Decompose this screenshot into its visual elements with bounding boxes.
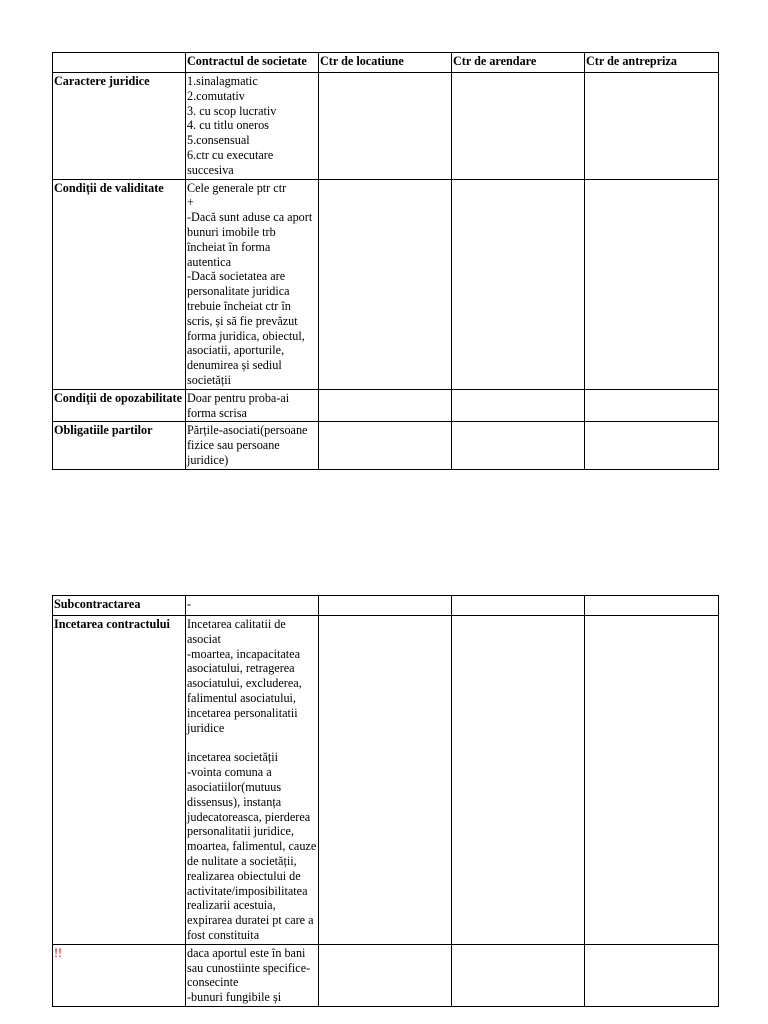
empty-cell [452, 596, 585, 616]
empty-cell [319, 422, 452, 469]
empty-cell [319, 179, 452, 389]
cell-conditii-validitate-societate [186, 179, 319, 389]
empty-cell [319, 596, 452, 616]
cell-line: incetarea societății [187, 750, 279, 765]
cell-line: + [187, 195, 194, 210]
row-label-obligatiile-partilor: Obligatiile partilor [53, 422, 186, 469]
cell-line: - [187, 597, 192, 611]
cell-aport-societate [186, 944, 319, 1006]
cell-line: Incetarea calitatii de asociat [187, 617, 286, 646]
cell-line: Părțile-asociati(persoane fizice sau persoane juridice) [187, 423, 308, 467]
cell-line: -bunuri fungibile și [187, 990, 282, 1005]
empty-cell [319, 73, 452, 180]
cell-line: 4. cu titlu oneros [187, 118, 269, 133]
empty-cell [319, 944, 452, 1006]
table-row [53, 179, 719, 389]
header-cell-ctr-arendare: Ctr de arendare [452, 53, 585, 73]
table-row [53, 616, 719, 945]
empty-cell [452, 389, 585, 422]
table-row [53, 73, 719, 180]
empty-cell [452, 73, 585, 180]
empty-cell [585, 179, 719, 389]
table-row [53, 422, 719, 469]
table-row [53, 389, 719, 422]
row-label-incetarea-contractului: Incetarea contractului [53, 616, 186, 945]
row-label-attention-marker: !! [53, 944, 186, 1006]
row-label-conditii-validitate: Condiții de validitate [53, 179, 186, 389]
empty-cell [585, 73, 719, 180]
empty-cell [452, 179, 585, 389]
cell-line: 2.comutativ [187, 88, 245, 103]
empty-cell [585, 616, 719, 945]
empty-cell [585, 389, 719, 422]
cell-obligatiile-partilor-societate [186, 422, 319, 469]
table-header-row [53, 53, 719, 73]
cell-line: -Dacă societatea are personalitate juridica trebuie încheiat ctr în scris, și să fie prevăzut forma juridica, obiectul, asociatii, aporturile, denumirea și sediul societății [187, 269, 305, 387]
header-cell-ctr-locatiune: Ctr de locatiune [319, 53, 452, 73]
cell-line: -moartea, incapacitatea asociatului, retragerea asociatului, excluderea, falimentul asociatului, incetarea personalitatii juridice [187, 646, 302, 735]
empty-cell [319, 616, 452, 945]
empty-cell [585, 944, 719, 1006]
empty-cell [452, 616, 585, 945]
cell-line: Doar pentru proba-ai forma scrisa [187, 390, 290, 420]
table-row [53, 944, 719, 1006]
cell-line-blank [187, 735, 317, 750]
header-cell-ctr-antrepriza: Ctr de antrepriza [585, 53, 719, 73]
table-row [53, 596, 719, 616]
cell-line: 3. cu scop lucrativ [187, 103, 277, 118]
cell-line: -Dacă sunt aduse ca aport bunuri imobile trb încheiat în forma autentica [187, 210, 313, 269]
row-label-conditii-opozabilitate: Condiții de opozabilitate [53, 389, 186, 422]
cell-line: -vointa comuna a asociatiilor(mutuus dissensus), instanța judecatoreasca, pierderea personalitatii juridice, moartea, falimentul, cauze de nulitate a societății, realizarea obiectului de activitate/imposibilitatea realizarii acestuia, expirarea duratei pt care a fost constituita [187, 765, 317, 942]
cell-line: 1.sinalagmatic [187, 74, 258, 88]
cell-line: 6.ctr cu executare succesiva [187, 147, 274, 177]
row-label-caractere-juridice: Caractere juridice [53, 73, 186, 180]
cell-incetarea-contractului-societate [186, 616, 319, 945]
cell-caractere-juridice-societate [186, 73, 319, 180]
header-cell-contract-societate: Contractul de societate [186, 53, 319, 73]
cell-subcontractarea-societate [186, 596, 319, 616]
row-label-subcontractarea: Subcontractarea [53, 596, 186, 616]
header-cell-empty [53, 53, 186, 73]
empty-cell [452, 422, 585, 469]
empty-cell [585, 596, 719, 616]
cell-conditii-opozabilitate-societate [186, 389, 319, 422]
comparison-table-2 [52, 595, 719, 1007]
cell-line: daca aportul este în bani sau cunostiinte specifice-consecinte [187, 945, 311, 990]
comparison-table-1 [52, 52, 719, 470]
empty-cell [585, 422, 719, 469]
empty-cell [452, 944, 585, 1006]
cell-line: 5.consensual [187, 133, 250, 148]
empty-cell [319, 389, 452, 422]
cell-line: Cele generale ptr ctr [187, 180, 287, 195]
